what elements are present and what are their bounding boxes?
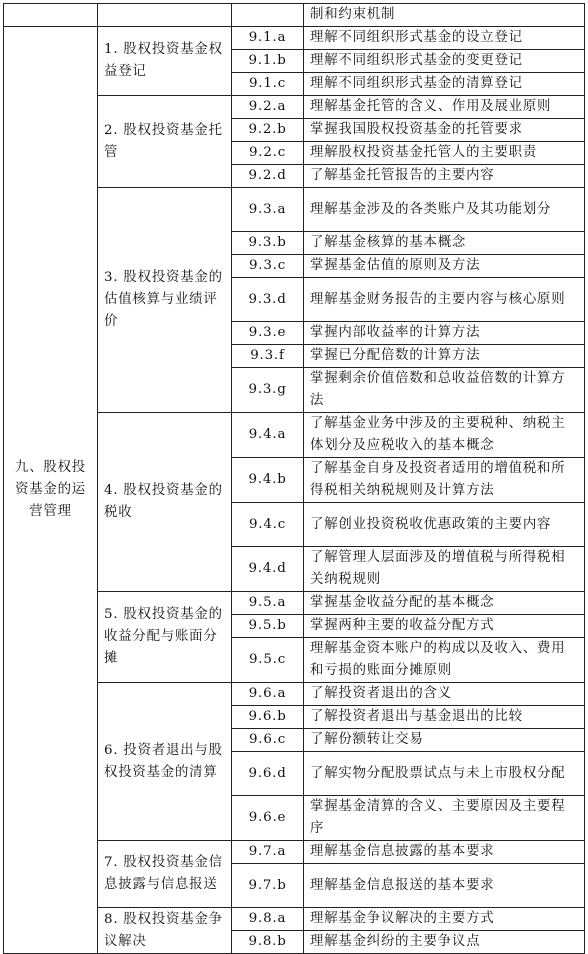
item-text: 掌握基金收益分配的基本概念 <box>304 592 585 615</box>
empty-cell <box>4 4 98 27</box>
item-code: 9.7.a <box>232 841 304 864</box>
item-text: 理解不同组织形式基金的清算登记 <box>304 73 585 96</box>
item-text: 了解投资者退出与基金退出的比较 <box>304 706 585 729</box>
item-text: 了解实物分配股票试点与未上市股权分配 <box>304 752 585 796</box>
item-code: 9.6.b <box>232 706 304 729</box>
item-text: 理解不同组织形式基金的变更登记 <box>304 50 585 73</box>
item-code: 9.3.a <box>232 188 304 232</box>
item-text: 掌握基金估值的原则及方法 <box>304 255 585 278</box>
item-code: 9.1.c <box>232 73 304 96</box>
section-title: 4. 股权投资基金的税收 <box>98 413 232 592</box>
empty-cell <box>232 4 304 27</box>
item-code: 9.6.a <box>232 683 304 706</box>
item-text: 掌握内部收益率的计算方法 <box>304 322 585 345</box>
item-text: 了解投资者退出的含义 <box>304 683 585 706</box>
item-text: 了解基金托管报告的主要内容 <box>304 165 585 188</box>
item-code: 9.6.c <box>232 729 304 752</box>
item-text: 理解基金托管的含义、作用及展业原则 <box>304 96 585 119</box>
item-code: 9.1.b <box>232 50 304 73</box>
item-code: 9.6.d <box>232 752 304 796</box>
item-text: 了解基金核算的基本概念 <box>304 232 585 255</box>
item-code: 9.4.b <box>232 458 304 503</box>
item-text: 理解不同组织形式基金的设立登记 <box>304 27 585 50</box>
item-text: 理解基金信息报送的基本要求 <box>304 864 585 908</box>
item-code: 9.2.d <box>232 165 304 188</box>
item-text: 了解创业投资税收优惠政策的主要内容 <box>304 503 585 547</box>
item-text: 了解份额转让交易 <box>304 729 585 752</box>
item-text: 掌握基金清算的含义、主要原因及主要程序 <box>304 796 585 841</box>
item-text: 理解基金信息披露的基本要求 <box>304 841 585 864</box>
item-code: 9.3.c <box>232 255 304 278</box>
item-code: 9.4.d <box>232 547 304 592</box>
section-title: 3. 股权投资基金的估值核算与业绩评价 <box>98 188 232 413</box>
item-text: 理解股权投资基金托管人的主要职责 <box>304 142 585 165</box>
item-code: 9.8.b <box>232 931 304 954</box>
item-text: 理解基金资本账户的构成以及收入、费用和亏损的账面分摊原则 <box>304 638 585 683</box>
item-text: 了解基金业务中涉及的主要税种、纳税主体划分及应税收入的基本概念 <box>304 413 585 458</box>
section-title: 7. 股权投资基金信息披露与信息报送 <box>98 841 232 908</box>
item-code: 9.3.d <box>232 278 304 322</box>
item-text: 掌握我国股权投资基金的托管要求 <box>304 119 585 142</box>
item-code: 9.5.b <box>232 615 304 638</box>
item-text: 掌握已分配倍数的计算方法 <box>304 345 585 368</box>
item-text: 了解管理人层面涉及的增值税与所得税相关纳税规则 <box>304 547 585 592</box>
section-title: 1. 股权投资基金权益登记 <box>98 27 232 96</box>
item-code: 9.2.b <box>232 119 304 142</box>
item-code: 9.3.e <box>232 322 304 345</box>
table-row <box>4 27 585 50</box>
item-text: 制和约束机制 <box>304 4 585 27</box>
item-code: 9.8.a <box>232 908 304 931</box>
item-code: 9.7.b <box>232 864 304 908</box>
item-code: 9.3.b <box>232 232 304 255</box>
item-text: 理解基金纠纷的主要争议点 <box>304 931 585 954</box>
item-code: 9.5.a <box>232 592 304 615</box>
item-code: 9.2.c <box>232 142 304 165</box>
item-text: 了解基金自身及投资者适用的增值税和所得税相关纳税规则及计算方法 <box>304 458 585 503</box>
item-text: 理解基金争议解决的主要方式 <box>304 908 585 931</box>
section-title: 6. 投资者退出与股权投资基金的清算 <box>98 683 232 841</box>
item-code: 9.3.f <box>232 345 304 368</box>
item-code: 9.6.e <box>232 796 304 841</box>
section-title: 8. 股权投资基金争议解决 <box>98 908 232 954</box>
item-code: 9.3.g <box>232 368 304 413</box>
section-title: 5. 股权投资基金的收益分配与账面分摊 <box>98 592 232 683</box>
item-text: 掌握剩余价值倍数和总收益倍数的计算方法 <box>304 368 585 413</box>
item-code: 9.4.a <box>232 413 304 458</box>
item-text: 掌握两种主要的收益分配方式 <box>304 615 585 638</box>
chapter-cell: 九、股权投资基金的运营管理 <box>4 27 98 954</box>
item-code: 9.4.c <box>232 503 304 547</box>
item-code: 9.2.a <box>232 96 304 119</box>
section-title: 2. 股权投资基金托管 <box>98 96 232 188</box>
table-row <box>4 4 585 27</box>
item-text: 理解基金涉及的各类账户及其功能划分 <box>304 188 585 232</box>
syllabus-table <box>3 3 585 954</box>
item-text: 理解基金财务报告的主要内容与核心原则 <box>304 278 585 322</box>
empty-cell <box>98 4 232 27</box>
item-code: 9.1.a <box>232 27 304 50</box>
item-code: 9.5.c <box>232 638 304 683</box>
syllabus-table-body <box>4 4 585 954</box>
